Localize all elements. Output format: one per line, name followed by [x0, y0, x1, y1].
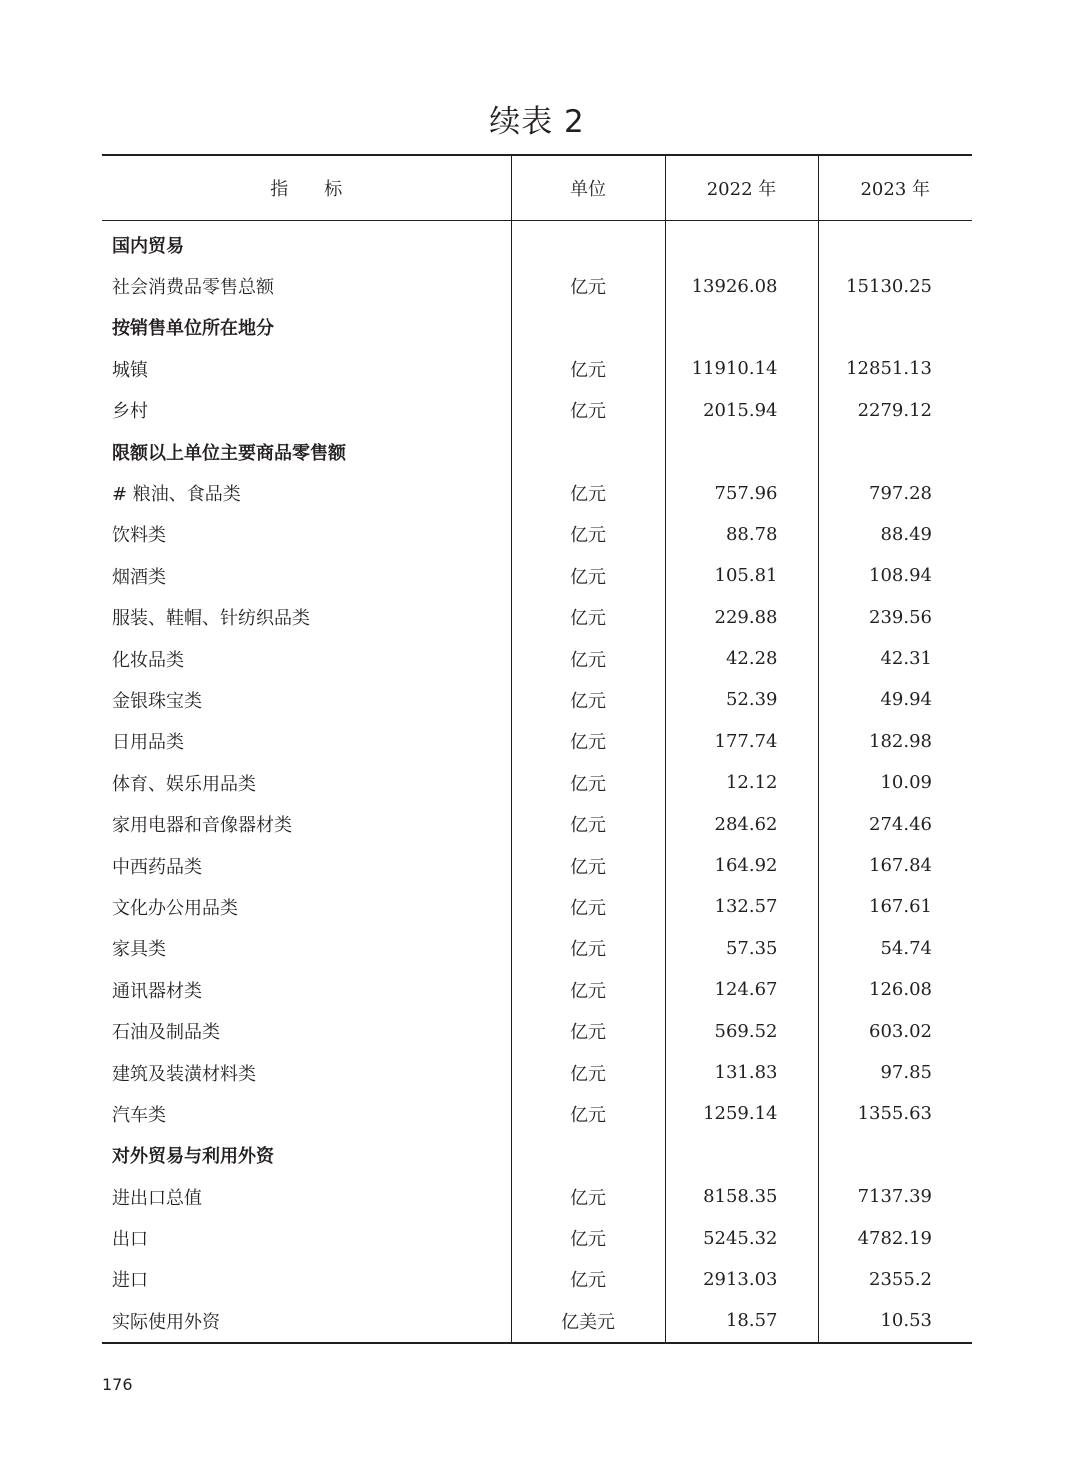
value-2023-cell: 1355.63: [818, 1093, 972, 1134]
indicator-cell: 服装、鞋帽、针纺织品类: [112, 608, 310, 630]
table-header-row: [102, 155, 972, 221]
unit-cell: 亿元: [511, 886, 665, 927]
table-row: [102, 928, 972, 969]
indicator-cell: 建筑及装潢材料类: [112, 1063, 256, 1085]
value-2023-cell: 7137.39: [818, 1176, 972, 1217]
unit-cell: 亿元: [511, 1093, 665, 1134]
indicator-cell: 文化办公用品类: [112, 897, 238, 919]
indicator-cell: 对外贸易与利用外资: [112, 1146, 274, 1168]
value-2022-cell: [665, 431, 818, 472]
value-2023-cell: 167.61: [818, 886, 972, 927]
table-row: [102, 969, 972, 1010]
table-row: [102, 1259, 972, 1300]
unit-cell: 亿元: [511, 1176, 665, 1217]
unit-cell: 亿元: [511, 348, 665, 389]
unit-cell: 亿元: [511, 928, 665, 969]
unit-cell: 亿元: [511, 638, 665, 679]
table-row: [102, 886, 972, 927]
value-2022-cell: 569.52: [665, 1010, 818, 1051]
value-2022-cell: 13926.08: [665, 265, 818, 306]
unit-cell: 亿元: [511, 803, 665, 844]
table-row: [102, 1093, 972, 1134]
value-2022-cell: 8158.35: [665, 1176, 818, 1217]
value-2023-cell: [818, 307, 972, 348]
unit-cell: 亿元: [511, 969, 665, 1010]
header-year-2022: 2022 年: [665, 155, 818, 221]
table-row: [102, 348, 972, 389]
value-2022-cell: 18.57: [665, 1300, 818, 1342]
value-2023-cell: 4782.19: [818, 1217, 972, 1258]
indicator-cell: 国内贸易: [112, 235, 184, 257]
value-2022-cell: [665, 221, 818, 266]
value-2023-cell: 97.85: [818, 1052, 972, 1093]
header-indicator: 指 标: [102, 155, 511, 221]
table-row: [102, 721, 972, 762]
indicator-cell: 乡村: [112, 401, 148, 423]
header-unit: 单位: [511, 155, 665, 221]
value-2023-cell: 12851.13: [818, 348, 972, 389]
indicator-cell: 金银珠宝类: [112, 690, 202, 712]
value-2022-cell: 57.35: [665, 928, 818, 969]
unit-cell: 亿元: [511, 762, 665, 803]
table-body: [102, 221, 972, 1343]
indicator-cell: 石油及制品类: [112, 1022, 220, 1044]
indicator-cell: 社会消费品零售总额: [112, 277, 274, 299]
unit-cell: 亿元: [511, 721, 665, 762]
table-row: [102, 472, 972, 513]
value-2022-cell: 177.74: [665, 721, 818, 762]
value-2023-cell: [818, 431, 972, 472]
table-section-row: [102, 1135, 972, 1176]
value-2023-cell: 88.49: [818, 514, 972, 555]
unit-cell: 亿元: [511, 597, 665, 638]
indicator-cell: 化妆品类: [112, 649, 184, 671]
value-2023-cell: 126.08: [818, 969, 972, 1010]
value-2022-cell: 2913.03: [665, 1259, 818, 1300]
table-row: [102, 845, 972, 886]
value-2023-cell: 2355.2: [818, 1259, 972, 1300]
indicator-cell: 限额以上单位主要商品零售额: [112, 442, 346, 464]
table-row: [102, 803, 972, 844]
table-section-row: [102, 221, 972, 266]
value-2022-cell: 229.88: [665, 597, 818, 638]
value-2023-cell: 239.56: [818, 597, 972, 638]
unit-cell: [511, 1135, 665, 1176]
value-2022-cell: 284.62: [665, 803, 818, 844]
value-2023-cell: 54.74: [818, 928, 972, 969]
table-row: [102, 1300, 972, 1342]
table-row: [102, 762, 972, 803]
value-2023-cell: 2279.12: [818, 390, 972, 431]
indicator-cell: 进出口总值: [112, 1187, 202, 1209]
table-row: [102, 1176, 972, 1217]
indicator-cell: 城镇: [112, 359, 148, 381]
unit-cell: 亿元: [511, 845, 665, 886]
value-2023-cell: [818, 1135, 972, 1176]
indicator-cell: 家用电器和音像器材类: [112, 815, 292, 837]
indicator-cell: 通讯器材类: [112, 980, 202, 1002]
indicator-cell: 饮料类: [112, 525, 166, 547]
unit-cell: 亿元: [511, 1010, 665, 1051]
statistics-table: [102, 154, 972, 1344]
indicator-cell: # 粮油、食品类: [112, 484, 241, 506]
indicator-cell: 中西药品类: [112, 856, 202, 878]
value-2023-cell: 49.94: [818, 679, 972, 720]
indicator-cell: 家具类: [112, 939, 166, 961]
table-row: [102, 555, 972, 596]
value-2022-cell: [665, 307, 818, 348]
indicator-cell: 出口: [112, 1229, 148, 1251]
page-title: 续表 2: [489, 104, 585, 140]
table-row: [102, 679, 972, 720]
indicator-cell: 日用品类: [112, 732, 184, 754]
value-2023-cell: 274.46: [818, 803, 972, 844]
page-number: 176: [102, 1375, 133, 1394]
header-year-2023: 2023 年: [818, 155, 972, 221]
unit-cell: 亿元: [511, 679, 665, 720]
value-2022-cell: 757.96: [665, 472, 818, 513]
value-2022-cell: 12.12: [665, 762, 818, 803]
unit-cell: [511, 431, 665, 472]
unit-cell: 亿元: [511, 514, 665, 555]
table-row: [102, 390, 972, 431]
value-2023-cell: 10.53: [818, 1300, 972, 1342]
indicator-cell: 汽车类: [112, 1104, 166, 1126]
value-2023-cell: 10.09: [818, 762, 972, 803]
table-row: [102, 265, 972, 306]
indicator-cell: 烟酒类: [112, 566, 166, 588]
indicator-cell: 实际使用外资: [112, 1311, 220, 1333]
value-2022-cell: 131.83: [665, 1052, 818, 1093]
value-2022-cell: 2015.94: [665, 390, 818, 431]
value-2023-cell: 603.02: [818, 1010, 972, 1051]
table-row: [102, 1052, 972, 1093]
table-section-row: [102, 307, 972, 348]
unit-cell: 亿美元: [511, 1300, 665, 1342]
value-2022-cell: 5245.32: [665, 1217, 818, 1258]
table-row: [102, 638, 972, 679]
table-section-row: [102, 431, 972, 472]
value-2023-cell: [818, 221, 972, 266]
value-2022-cell: 1259.14: [665, 1093, 818, 1134]
value-2023-cell: 167.84: [818, 845, 972, 886]
value-2023-cell: 108.94: [818, 555, 972, 596]
indicator-cell: 进口: [112, 1270, 148, 1292]
value-2023-cell: 182.98: [818, 721, 972, 762]
value-2022-cell: 11910.14: [665, 348, 818, 389]
table-row: [102, 1010, 972, 1051]
value-2022-cell: 88.78: [665, 514, 818, 555]
value-2022-cell: 164.92: [665, 845, 818, 886]
unit-cell: 亿元: [511, 1217, 665, 1258]
unit-cell: 亿元: [511, 265, 665, 306]
table-row: [102, 597, 972, 638]
value-2022-cell: 52.39: [665, 679, 818, 720]
indicator-cell: 体育、娱乐用品类: [112, 773, 256, 795]
value-2023-cell: 42.31: [818, 638, 972, 679]
value-2022-cell: [665, 1135, 818, 1176]
unit-cell: 亿元: [511, 1259, 665, 1300]
unit-cell: 亿元: [511, 390, 665, 431]
value-2022-cell: 132.57: [665, 886, 818, 927]
value-2023-cell: 15130.25: [818, 265, 972, 306]
table-row: [102, 514, 972, 555]
table-row: [102, 1217, 972, 1258]
unit-cell: [511, 221, 665, 266]
value-2023-cell: 797.28: [818, 472, 972, 513]
unit-cell: 亿元: [511, 472, 665, 513]
indicator-cell: 按销售单位所在地分: [112, 318, 274, 340]
value-2022-cell: 105.81: [665, 555, 818, 596]
value-2022-cell: 124.67: [665, 969, 818, 1010]
value-2022-cell: 42.28: [665, 638, 818, 679]
unit-cell: [511, 307, 665, 348]
unit-cell: 亿元: [511, 1052, 665, 1093]
unit-cell: 亿元: [511, 555, 665, 596]
